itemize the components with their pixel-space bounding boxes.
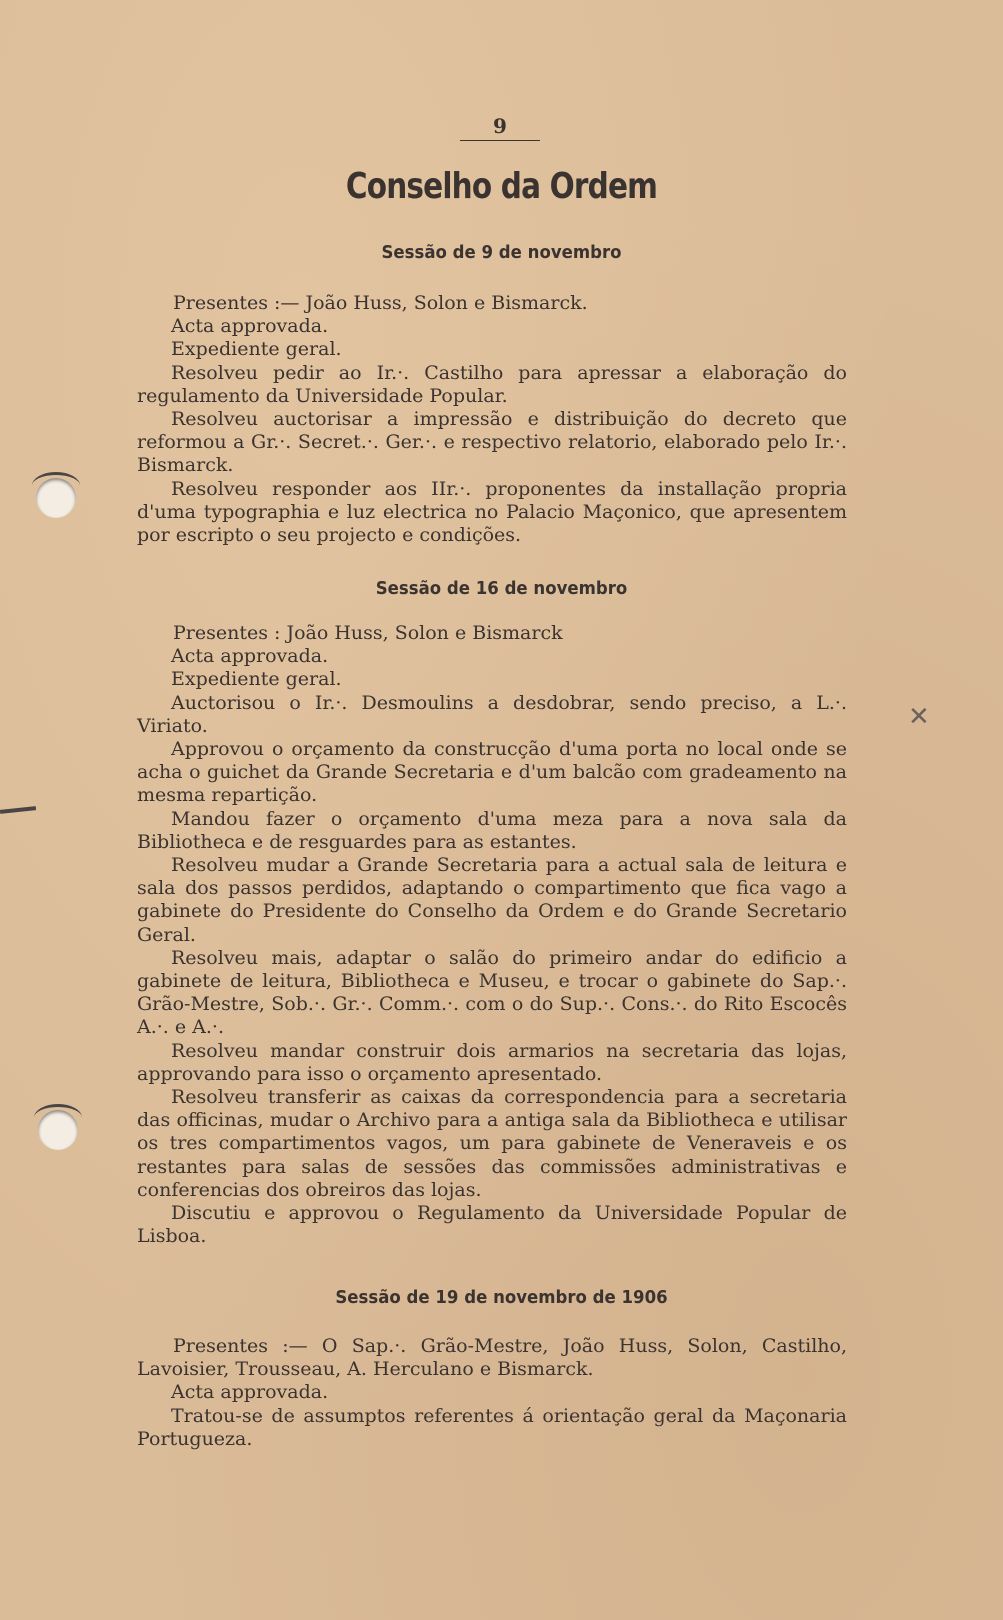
paragraph: Expediente geral. xyxy=(171,668,342,691)
paragraph: Presentes : João Huss, Solon e Bismarck xyxy=(173,622,563,644)
paragraph: Resolveu mais, adaptar o salão do primeiro andar do edificio a gabinete de leitura, Bibliotheca e Museu, e trocar o gabinete do Sap.·. Grão-Mestre, Sob.·. Gr.·. Comm.·. com o do Sup.·. Cons.·. do Rito Escocês A.·. e A.·. xyxy=(137,946,847,1039)
paragraph: Mandou fazer o orçamento d'uma meza para a nova sala da Bibliotheca e de resguardes para as estantes. xyxy=(137,807,847,853)
paragraph: Expediente geral. xyxy=(171,338,342,361)
paragraph: Auctorisou o Ir.·. Desmoulins a desdobrar, sendo preciso, a L.·. Viriato. xyxy=(137,691,847,737)
session-heading-2: Sessão de 16 de novembro xyxy=(375,578,628,599)
paragraph: Presentes :— João Huss, Solon e Bismarck. xyxy=(173,292,588,314)
paragraph: Discutiu e approvou o Regulamento da Universidade Popular de Lisboa. xyxy=(137,1202,847,1248)
paragraph: Presentes :— O Sap.·. Grão-Mestre, João Huss, Solon, Castilho, Lavoisier, Trousseau, A. Herculano e Bismarck. xyxy=(137,1335,847,1381)
paragraph: Acta approvada. xyxy=(171,315,329,338)
paragraph: Resolveu auctorisar a impressão e distribuição do decreto que reformou a Gr.·. Secret.·. Ger.·. e respectivo relatorio, elaborado pelo Ir.·. Bismarck. xyxy=(137,408,847,477)
margin-cross-mark: ✕ xyxy=(908,702,930,732)
paragraph: Resolveu responder aos IIr.·. proponentes da installação propria d'uma typographia e luz electrica no Palacio Maçonico, que apresentem por escripto o seu projecto e condições. xyxy=(137,477,847,547)
binder-hole-bottom xyxy=(38,1110,78,1150)
paragraph: Resolveu transferir as caixas da correspondencia para a secretaria das officinas, mudar o Archivo para a antiga sala da Bibliotheca e utilisar os tres compartimentos vagos, um para gabinete de Veneraveis e os restantes para salas de sessões das commissões administrativas e conferencias dos obreiros das lojas. xyxy=(137,1086,847,1201)
binder-hole-top xyxy=(36,478,76,518)
session-heading-1: Sessão de 9 de novembro xyxy=(381,242,622,263)
session-body-1 xyxy=(137,292,847,547)
session-body-3 xyxy=(137,1335,847,1451)
session-body-2 xyxy=(137,622,847,1248)
paragraph: Resolveu pedir ao Ir.·. Castilho para apressar a elaboração do regulamento da Universidade Popular. xyxy=(137,361,847,407)
session-heading-3: Sessão de 19 de novembro de 1906 xyxy=(335,1287,668,1308)
page-number: 9 xyxy=(460,114,540,141)
page-title: Conselho da Ordem xyxy=(345,166,658,207)
paragraph: Resolveu mudar a Grande Secretaria para a actual sala de leitura e sala dos passos perdidos, adaptando o compartimento que fica vago a gabinete do Presidente do Conselho da Ordem e do Grande Secretario Geral. xyxy=(137,854,847,946)
paragraph: Tratou-se de assumptos referentes á orientação geral da Maçonaria Portugueza. xyxy=(137,1404,847,1450)
paragraph: Acta approvada. xyxy=(171,645,329,668)
paragraph: Resolveu mandar construir dois armarios na secretaria das lojas, approvando para isso o orçamento apresentado. xyxy=(137,1039,847,1085)
paragraph: Acta approvada. xyxy=(171,1381,329,1404)
paragraph: Approvou o orçamento da construcção d'uma porta no local onde se acha o guichet da Grande Secretaria e d'um balcão com gradeamento na mesma repartição. xyxy=(137,738,847,807)
